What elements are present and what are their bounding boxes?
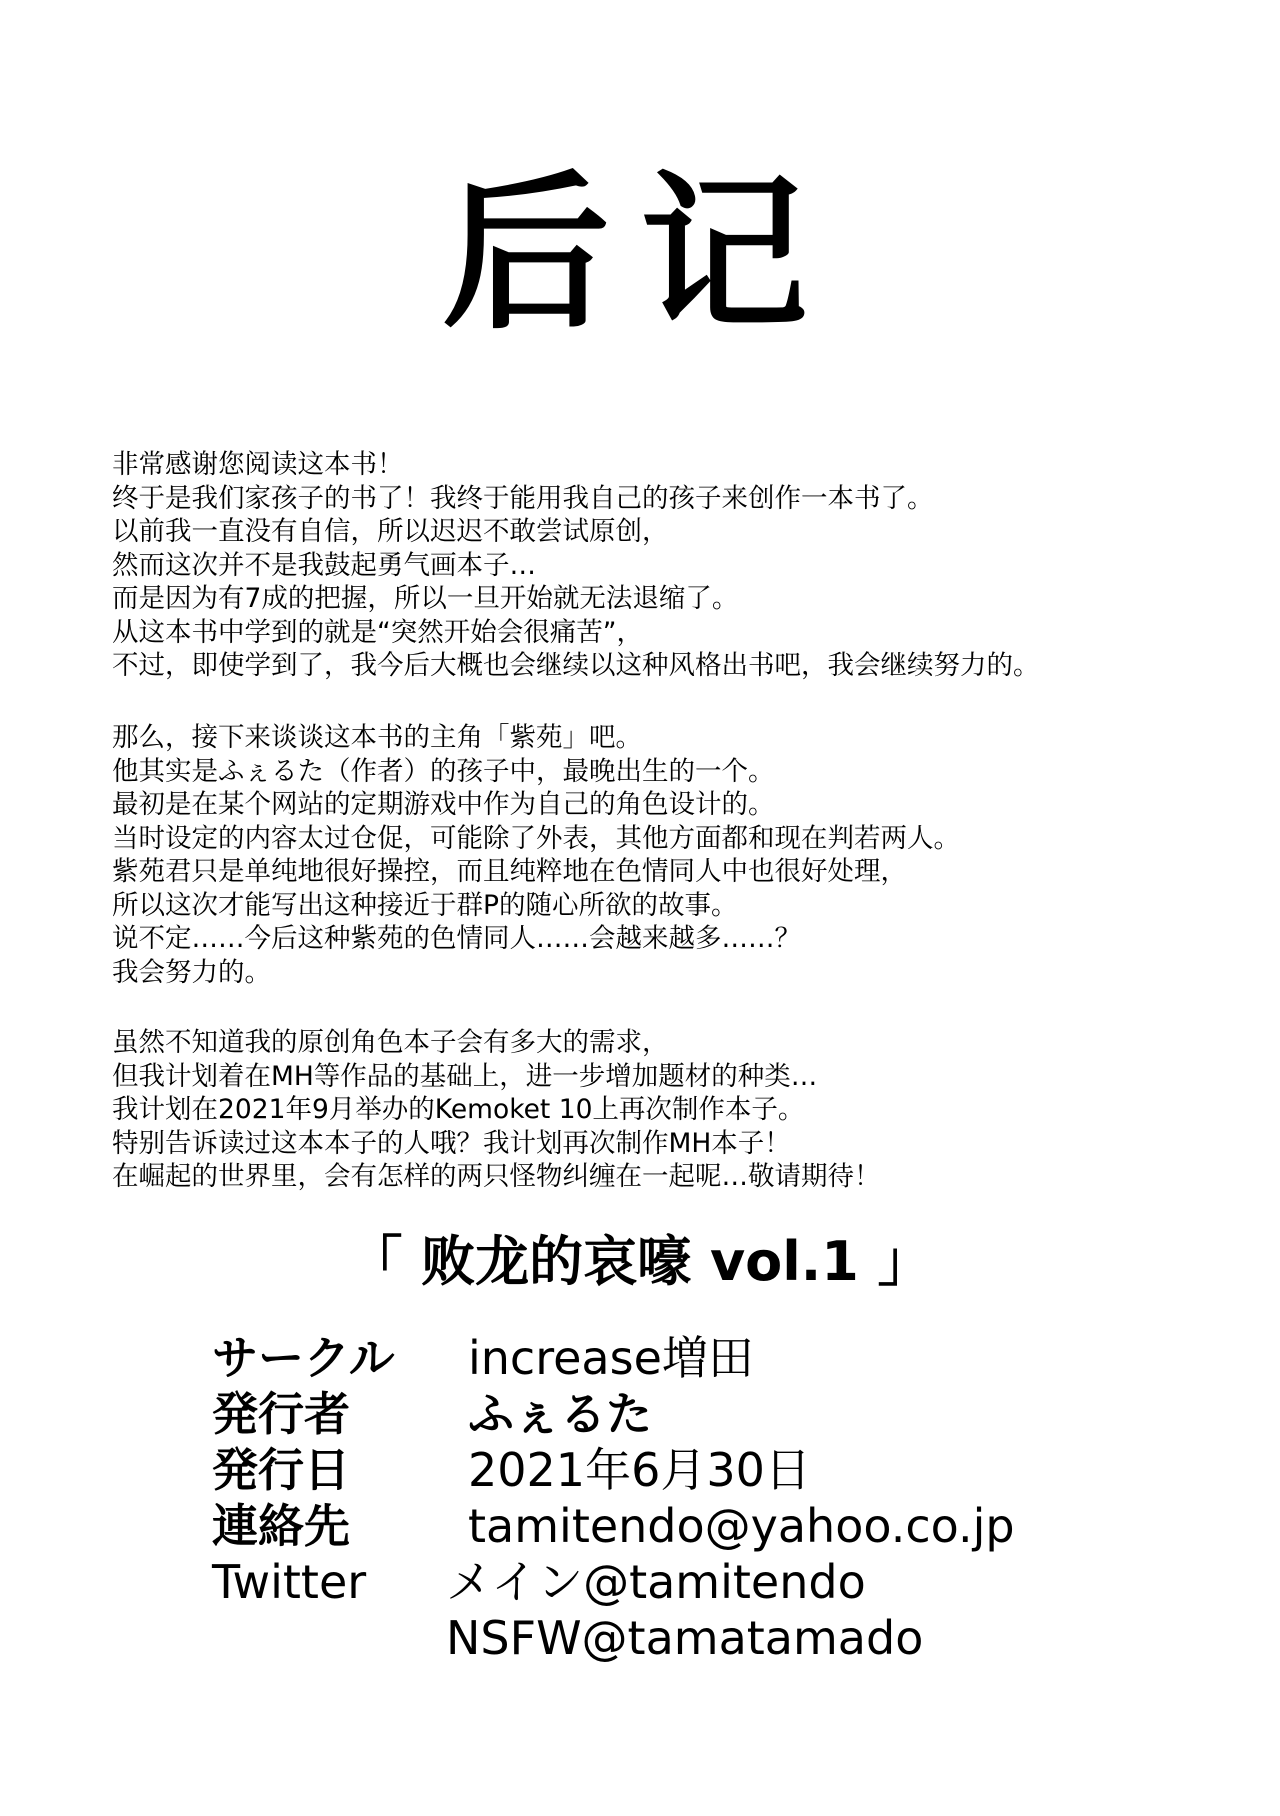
text-line: 虽然不知道我的原创角色本子会有多大的需求， bbox=[112, 1027, 669, 1058]
circle-value: increase増田 bbox=[468, 1331, 754, 1385]
text-line: 终于是我们家孩子的书了！我终于能用我自己的孩子来创作一本书了。 bbox=[112, 482, 934, 514]
text-line: 从这本书中学到的就是“突然开始会很痛苦”， bbox=[112, 616, 643, 648]
text-line: 非常感谢您阅读这本书！ bbox=[112, 449, 404, 480]
text-line: 我会努力的。 bbox=[112, 956, 271, 988]
text-line: 不过，即使学到了，我今后大概也会继续以这种风格出书吧，我会继续努力的。 bbox=[112, 650, 1040, 681]
paragraph-3 bbox=[112, 1026, 1212, 1194]
paragraph-1 bbox=[112, 448, 1212, 683]
date-label: 発行日 bbox=[212, 1443, 350, 1497]
publisher-label: 発行者 bbox=[212, 1387, 350, 1441]
text-line: 而是因为有7成的把握，所以一旦开始就无法退缩了。 bbox=[112, 583, 739, 614]
text-line: 最初是在某个网站的定期游戏中作为自己的角色设计的。 bbox=[112, 789, 775, 820]
date-value: 2021年6月30日 bbox=[468, 1443, 811, 1497]
twitter-main-value: メイン@tamitendo bbox=[446, 1555, 866, 1609]
text-line: 然而这次并不是我鼓起勇气画本子… bbox=[112, 549, 536, 581]
text-line: 我计划在2021年9月举办的Kemoket 10上再次制作本子。 bbox=[112, 1094, 805, 1125]
colophon-row-contact bbox=[212, 1498, 1252, 1554]
colophon-row-circle bbox=[212, 1330, 1252, 1386]
text-line: 所以这次才能写出这种接近于群P的随心所欲的故事。 bbox=[112, 889, 738, 921]
text-line: 以前我一直没有自信，所以迟迟不敢尝试原创， bbox=[112, 516, 669, 547]
text-line: 那么，接下来谈谈这本书的主角「紫苑」吧。 bbox=[112, 722, 642, 753]
text-line: 紫苑君只是单纯地很好操控，而且纯粹地在色情同人中也很好处理， bbox=[112, 856, 907, 887]
colophon bbox=[212, 1330, 1252, 1666]
twitter-label: Twitter bbox=[212, 1555, 367, 1609]
colophon-row-twitter bbox=[212, 1554, 1252, 1610]
text-line: 当时设定的内容太过仓促，可能除了外表，其他方面都和现在判若两人。 bbox=[112, 822, 960, 854]
text-line: 特别告诉读过这本本子的人哦？我计划再次制作MH本子！ bbox=[112, 1127, 791, 1159]
contact-label: 連絡先 bbox=[212, 1499, 350, 1553]
text-line: 说不定……今后这种紫苑的色情同人……会越来越多……？ bbox=[112, 923, 801, 954]
text-line: 他其实是ふぇるた（作者）的孩子中，最晚出生的一个。 bbox=[112, 755, 775, 787]
publisher-value: ふぇるた bbox=[468, 1387, 652, 1441]
contact-value: tamitendo@yahoo.co.jp bbox=[468, 1499, 1015, 1553]
book-title: 「 败龙的哀嚎 vol.1 」 bbox=[348, 1230, 932, 1293]
text-line: 在崛起的世界里，会有怎样的两只怪物纠缠在一起呢…敬请期待！ bbox=[112, 1161, 881, 1192]
text-line: 但我计划着在MH等作品的基础上，进一步增加题材的种类… bbox=[112, 1060, 818, 1092]
circle-label: サークル bbox=[212, 1331, 395, 1385]
colophon-row-publisher bbox=[212, 1386, 1252, 1442]
colophon-row-twitter-nsfw bbox=[212, 1610, 1252, 1666]
paragraph-2 bbox=[112, 721, 1212, 989]
twitter-nsfw-value: NSFW@tamatamado bbox=[446, 1611, 924, 1665]
colophon-row-date bbox=[212, 1442, 1252, 1498]
page-title: 后记 bbox=[442, 156, 838, 352]
